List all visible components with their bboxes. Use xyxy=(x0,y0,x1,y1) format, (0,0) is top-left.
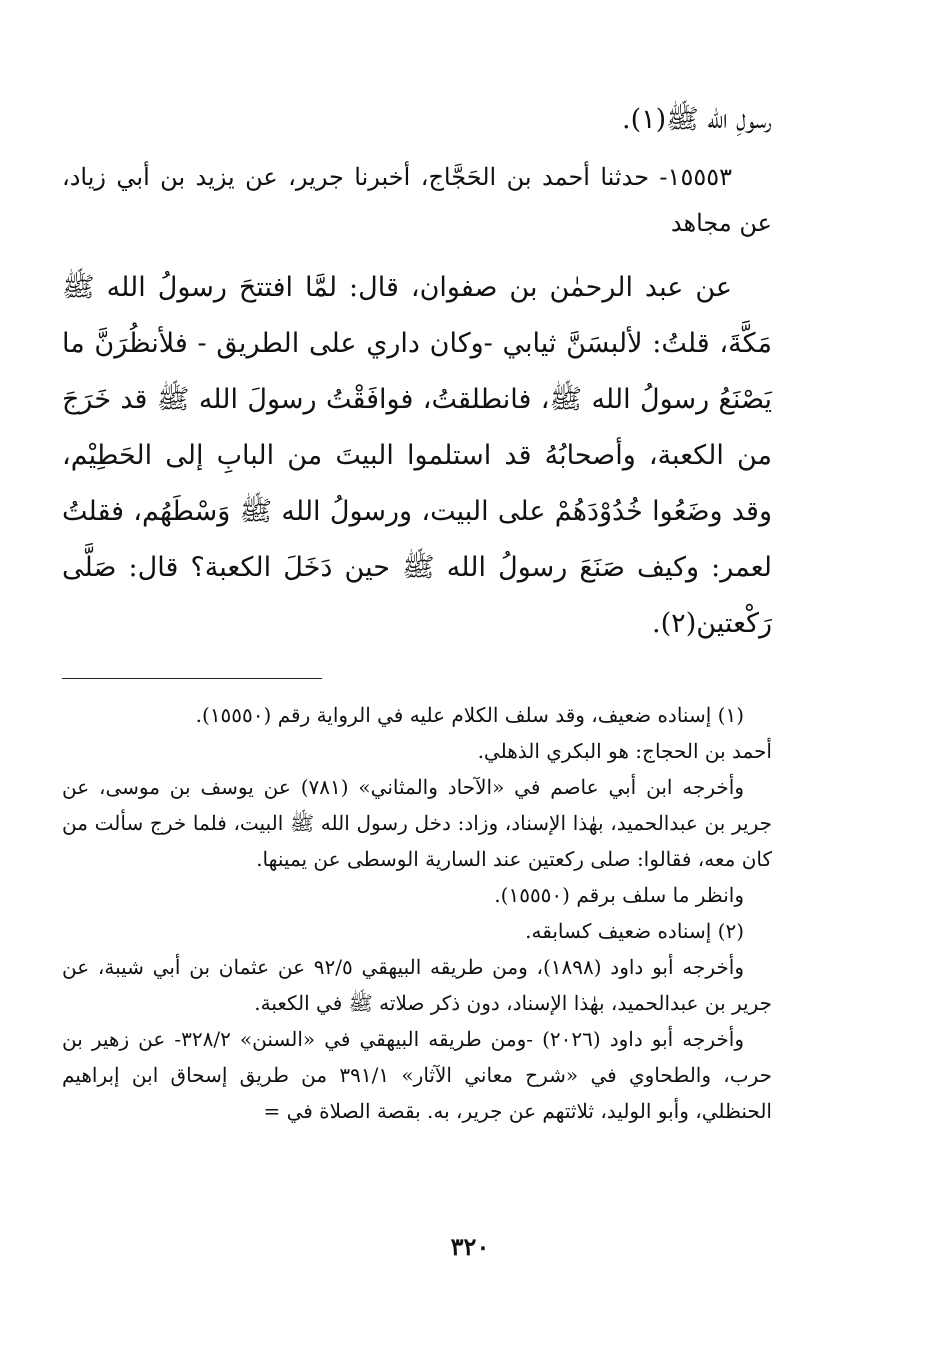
main-text xyxy=(62,92,772,652)
footnote-1-takhrij: وأخرجه ابن أبي عاصم في «الآحاد والمثاني» (٧٨١) عن يوسف بن موسى، عن جرير بن عبدالحميد، بهٰذا الإسناد، وزاد: دخل رسول الله ﷺ البيت، فلما خرج سألت من كان معه، فقالوا: صلى ركعتين عند السارية الوسطى عن يمينها. xyxy=(62,775,772,871)
footnote-2-title: (٢) إسناده ضعيف كسابقه. xyxy=(525,919,744,943)
footnote-separator-wrap xyxy=(62,678,772,679)
hadith-matn: عن عبد الرحمٰن بن صفوان، قال: لمَّا افتتحَ رسولُ الله ﷺ مَكَّةَ، قلتُ: لألبسَنَّ ثيابي -وكان داري على الطريق - فلأنظُرَنَّ ما يَصْنَعُ رسولُ الله ﷺ، فانطلقتُ، فوافَقْتُ رسولَ الله ﷺ قد خَرَجَ من الكعبة، وأصحابُهُ قد استلموا البيتَ من البابِ إلى الحَطِيْم، وقد وضَعُوا خُدُوْدَهُمْ على البيت، ورسولُ الله ﷺ وَسْطَهُم، فقلتُ لعمر: وكيف صَنَعَ رسولُ الله ﷺ حين دَخَلَ الكعبة؟ قال: صَلَّى رَكْعتين(٢). xyxy=(62,272,772,639)
footnotes xyxy=(62,697,772,1129)
footnote-1-note: أحمد بن الحجاج: هو البكري الذهلي. xyxy=(477,739,772,763)
footnote-1-title: (١) إسناده ضعيف، وقد سلف الكلام عليه في الرواية رقم (١٥٥٥٠). xyxy=(195,703,744,727)
page-body xyxy=(62,92,772,1129)
footnote-2-takhrij-1: وأخرجه أبو داود (١٨٩٨)، ومن طريقه البيهقي ٩٢/٥ عن عثمان بن أبي شيبة، عن جرير بن عبدالحميد، بهٰذا الإسناد، دون ذكر صلاته ﷺ في الكعبة. xyxy=(62,955,772,1015)
continued-line: رسولِ الله ﷺ(١). xyxy=(622,104,772,135)
page-number: ٣٢٠ xyxy=(450,1232,490,1261)
footnote-2-takhrij-2: وأخرجه أبو داود (٢٠٢٦) -ومن طريقه البيهقي في «السنن» ٣٢٨/٢- عن زهير بن حرب، والطحاوي في «شرح معاني الآثار» ٣٩١/١ من طريق إسحاق ابن إبراهيم الحنظلي، وأبو الوليد، ثلاثتهم عن جرير، به. بقصة الصلاة في = xyxy=(62,1027,772,1123)
footnote-1-see-also: وانظر ما سلف برقم (١٥٥٥٠). xyxy=(494,883,744,907)
footnote-separator xyxy=(62,678,322,679)
hadith-isnad: ١٥٥٥٣- حدثنا أحمد بن الحَجَّاج، أخبرنا جرير، عن يزيد بن أبي زياد، عن مجاهد xyxy=(62,163,772,237)
